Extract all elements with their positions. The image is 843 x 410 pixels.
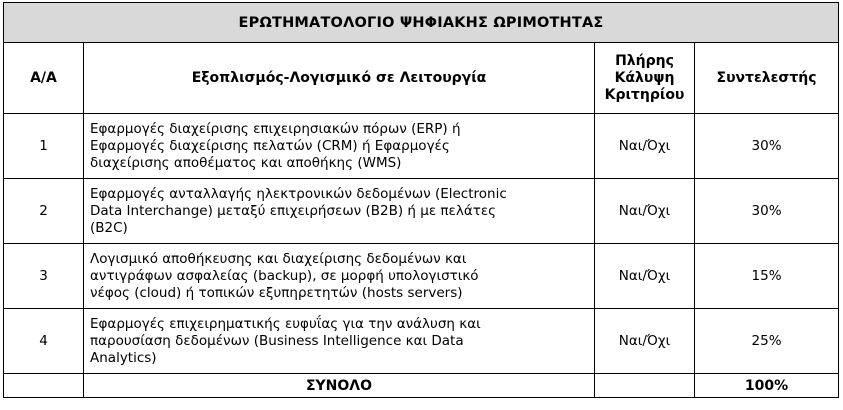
- total-label: ΣΥΝΟΛΟ: [84, 374, 595, 398]
- description-line: νέφος (cloud) ή τοπικών εξυπηρετητών (hosts servers): [90, 284, 463, 301]
- table-row: [4, 179, 839, 244]
- maturity-questionnaire-table: [3, 2, 839, 398]
- row-description: [84, 309, 595, 374]
- header-coverage-line: Κριτηρίου: [604, 86, 685, 103]
- header-row: [4, 43, 839, 114]
- description-line: διαχείρισης αποθέματος και αποθήκης (WMS): [90, 154, 402, 171]
- description-line: αντιγράφων ασφαλείας (backup), σε μορφή υπολογιστικό: [90, 267, 479, 284]
- description-line: Analytics): [90, 349, 157, 366]
- description-line: Data Interchange) μεταξύ επιχειρήσεων (B2B) ή με πελάτες: [90, 202, 497, 219]
- row-coefficient: 15%: [695, 244, 839, 309]
- row-number: 2: [4, 179, 84, 244]
- header-coverage-line: Κάλυψη: [614, 69, 675, 86]
- row-coverage: Ναι/Όχι: [595, 179, 695, 244]
- description-line: Εφαρμογές διαχείρισης επιχειρησιακών πόρων (ERP) ή: [90, 120, 461, 137]
- description-line: Εφαρμογές ανταλλαγής ηλεκτρονικών δεδομένων (Electronic: [90, 185, 507, 202]
- row-coefficient: 30%: [695, 114, 839, 179]
- row-description: [84, 114, 595, 179]
- row-number: 3: [4, 244, 84, 309]
- row-coefficient: 30%: [695, 179, 839, 244]
- header-equipment: Εξοπλισμός-Λογισμικό σε Λειτουργία: [84, 43, 595, 114]
- description-line: Εφαρμογές διαχείρισης πελατών (CRM) ή Εφαρμογές: [90, 137, 450, 154]
- row-number: 4: [4, 309, 84, 374]
- description-line: Εφαρμογές επιχειρηματικής ευφυΐας για την ανάλυση και: [90, 315, 481, 332]
- row-coverage: Ναι/Όχι: [595, 244, 695, 309]
- table-row: [4, 244, 839, 309]
- row-description: [84, 179, 595, 244]
- total-empty-cell: [4, 374, 84, 398]
- description-line: παρουσίαση δεδομένων (Business Intelligence και Data: [90, 332, 464, 349]
- total-coefficient: 100%: [695, 374, 839, 398]
- row-coverage: Ναι/Όχι: [595, 114, 695, 179]
- table-row: [4, 114, 839, 179]
- table-title: ΕΡΩΤΗΜΑΤΟΛΟΓΙΟ ΨΗΦΙΑΚΗΣ ΩΡΙΜΟΤΗΤΑΣ: [4, 3, 839, 43]
- header-num: Α/Α: [4, 43, 84, 114]
- total-row: [4, 374, 839, 398]
- header-coefficient: Συντελεστής: [695, 43, 839, 114]
- description-line: (B2C): [90, 219, 128, 236]
- description-line: Λογισμικό αποθήκευσης και διαχείρισης δεδομένων και: [90, 250, 467, 267]
- header-coverage: [595, 43, 695, 114]
- header-coverage-line: Πλήρης: [615, 52, 674, 69]
- row-number: 1: [4, 114, 84, 179]
- table-row: [4, 309, 839, 374]
- row-description: [84, 244, 595, 309]
- row-coefficient: 25%: [695, 309, 839, 374]
- total-empty-cell: [595, 374, 695, 398]
- row-coverage: Ναι/Όχι: [595, 309, 695, 374]
